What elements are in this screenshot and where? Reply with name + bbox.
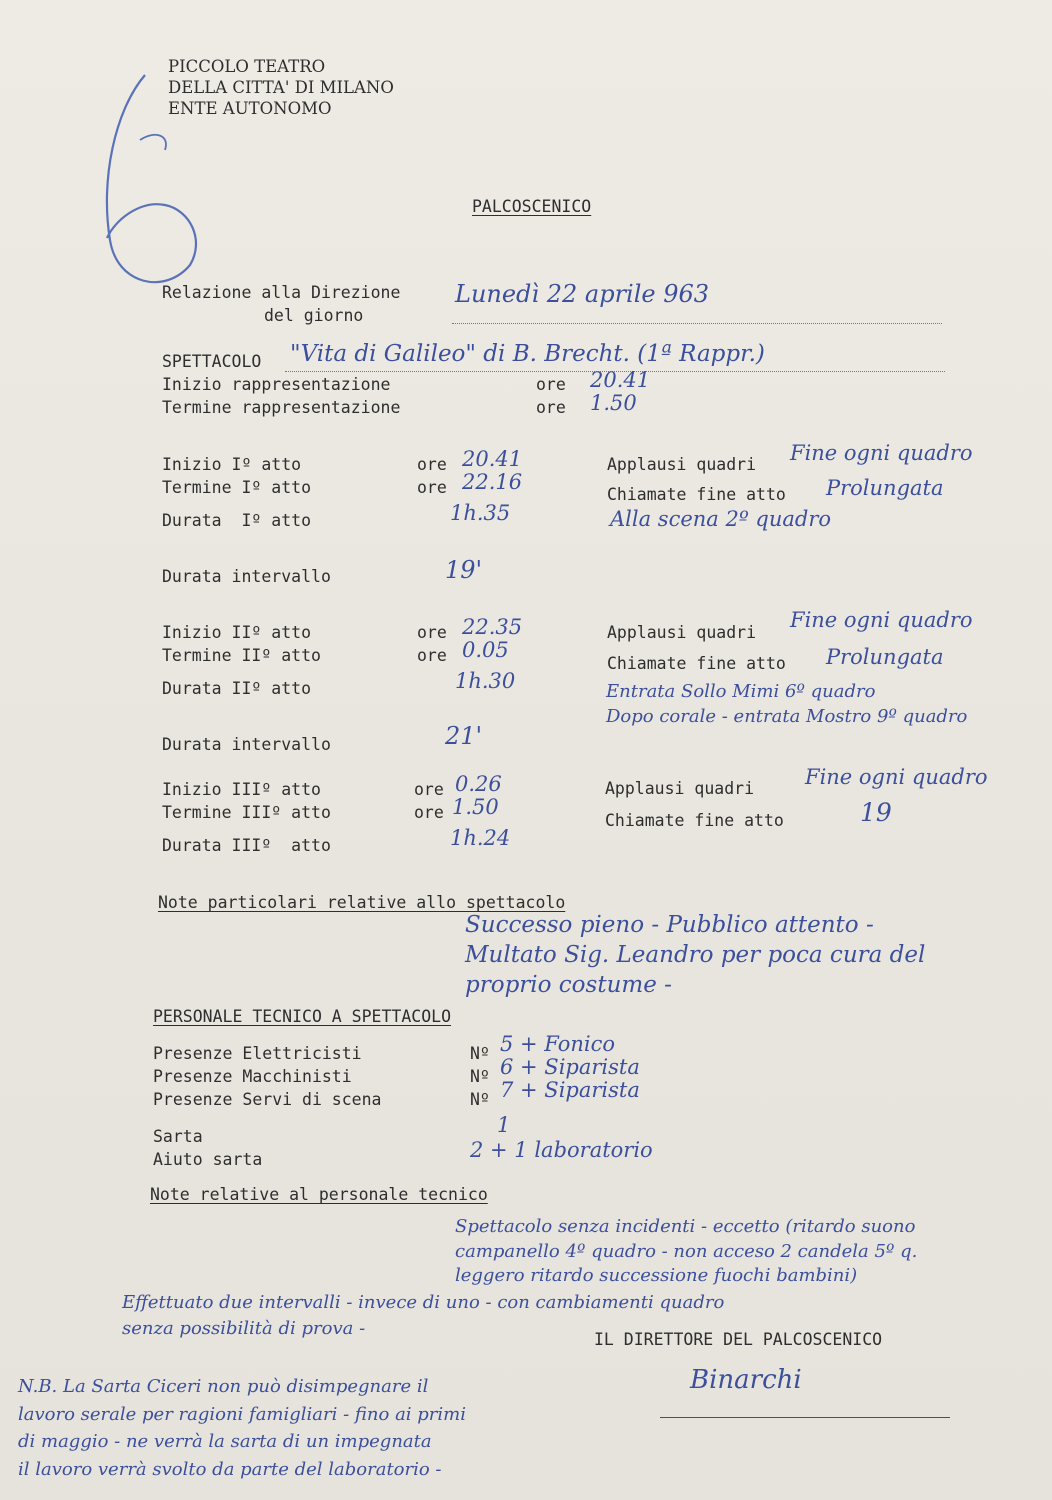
act3-calls: 19 [860, 798, 892, 827]
act3-end: 1.50 [452, 795, 499, 819]
staff-row-3-label: Presenze Servi di scena [153, 1090, 382, 1109]
act2-start-label: Inizio IIº atto [162, 623, 312, 642]
notes-staff-heading: Note relative al personale tecnico [150, 1185, 488, 1204]
start-label: Inizio rappresentazione [162, 375, 391, 394]
act1-calls-label: Chiamate fine atto [607, 485, 786, 504]
staff-row-1-no: Nº [470, 1044, 490, 1063]
act3-applause: Fine ogni quadro [805, 765, 988, 789]
header-line-1: PICCOLO TEATRO [168, 57, 326, 76]
staff-row-2-no: Nº [470, 1067, 490, 1086]
act2-extra-2: Dopo corale - entrata Mostro 9º quadro [606, 706, 968, 727]
page-title: PALCOSCENICO [472, 197, 592, 216]
act2-start-ore: ore [417, 623, 447, 642]
notes-staff-line-5: senza possibilità di prova - [122, 1318, 366, 1339]
staff-row-2-value: 6 + Siparista [500, 1055, 640, 1079]
act2-extra-1: Entrata Sollo Mimi 6º quadro [606, 681, 876, 702]
signature-title: IL DIRETTORE DEL PALCOSCENICO [594, 1330, 883, 1349]
act3-duration: 1h.24 [450, 826, 511, 850]
aiuto-sarta-label: Aiuto sarta [153, 1150, 263, 1169]
nb-line-4: il lavoro verrà svolto da parte del laboratorio - [18, 1459, 442, 1480]
act3-end-ore: ore [414, 803, 444, 822]
act1-calls: Prolungata [826, 476, 944, 500]
notes-staff-line-4: Effettuato due intervalli - invece di uno - con cambiamenti quadro [122, 1292, 725, 1313]
notes-show-heading: Note particolari relative allo spettacolo [158, 893, 566, 912]
act3-calls-label: Chiamate fine atto [605, 811, 784, 830]
act2-end-label: Termine IIº atto [162, 646, 321, 665]
interval2-label: Durata intervallo [162, 735, 331, 754]
interval2-value: 21' [445, 722, 483, 750]
staff-row-2-label: Presenze Macchinisti [153, 1067, 352, 1086]
date-dotted-line [452, 323, 942, 324]
signature-name: Binarchi [690, 1365, 802, 1395]
act2-start: 22.35 [462, 615, 523, 639]
nb-line-1: N.B. La Sarta Ciceri non può disimpegnare il [18, 1376, 429, 1397]
act1-end-label: Termine Iº atto [162, 478, 312, 497]
notes-show-line-2: Multato Sig. Leandro per poca cura del [465, 942, 926, 968]
act3-start: 0.26 [455, 772, 502, 796]
report-date: Lunedì 22 aprile 963 [455, 280, 710, 308]
show-label: SPETTACOLO [162, 352, 262, 371]
act3-applause-label: Applausi quadri [605, 779, 755, 798]
act3-start-label: Inizio IIIº atto [162, 780, 321, 799]
act2-end: 0.05 [462, 638, 509, 662]
act1-extra-1: Alla scena 2º quadro [610, 507, 832, 531]
act2-duration-label: Durata IIº atto [162, 679, 312, 698]
act3-end-label: Termine IIIº atto [162, 803, 331, 822]
sarta-label: Sarta [153, 1127, 203, 1146]
notes-show-line-1: Successo pieno - Pubblico attento - [465, 912, 874, 938]
start-ore: ore [536, 375, 566, 394]
nb-line-3: di maggio - ne verrà la sarta di un impegnata [18, 1431, 432, 1452]
act3-start-ore: ore [414, 780, 444, 799]
act3-duration-label: Durata IIIº atto [162, 836, 331, 855]
notes-staff-line-1: Spettacolo senza incidenti - eccetto (ritardo suono [455, 1216, 916, 1237]
act1-start-ore: ore [417, 455, 447, 474]
act2-calls: Prolungata [826, 645, 944, 669]
staff-row-3-no: Nº [470, 1090, 490, 1109]
signature-underline [660, 1417, 950, 1418]
act1-applause-label: Applausi quadri [607, 455, 757, 474]
aiuto-sarta-value: 2 + 1 laboratorio [470, 1138, 653, 1162]
act2-duration: 1h.30 [455, 669, 516, 693]
sarta-value: 1 [497, 1113, 511, 1137]
show-title: "Vita di Galileo" di B. Brecht. (1ª Rappr.) [290, 341, 765, 367]
act2-end-ore: ore [417, 646, 447, 665]
notes-show-line-3: proprio costume - [465, 972, 672, 998]
end-value: 1.50 [590, 391, 637, 415]
act1-start-label: Inizio Iº atto [162, 455, 302, 474]
end-label: Termine rappresentazione [162, 398, 401, 417]
act1-applause: Fine ogni quadro [790, 441, 973, 465]
act1-duration-label: Durata Iº atto [162, 511, 312, 530]
nb-line-2: lavoro serale per ragioni famigliari - fino ai primi [18, 1404, 466, 1425]
interval1-label: Durata intervallo [162, 567, 331, 586]
header-line-2: DELLA CITTA' DI MILANO [168, 78, 394, 97]
header-line-3: ENTE AUTONOMO [168, 99, 332, 118]
notes-staff-line-2: campanello 4º quadro - non acceso 2 candela 5º q. [455, 1241, 918, 1262]
notes-staff-line-3: leggero ritardo successione fuochi bambini) [455, 1265, 858, 1286]
act2-calls-label: Chiamate fine atto [607, 654, 786, 673]
start-value: 20.41 [590, 368, 651, 392]
staff-heading: PERSONALE TECNICO A SPETTACOLO [153, 1007, 452, 1026]
staff-row-1-label: Presenze Elettricisti [153, 1044, 362, 1063]
act2-applause: Fine ogni quadro [790, 608, 973, 632]
act1-end: 22.16 [462, 470, 523, 494]
report-label-1: Relazione alla Direzione [162, 283, 401, 302]
act1-duration: 1h.35 [450, 501, 511, 525]
staff-row-3-value: 7 + Siparista [500, 1078, 640, 1102]
act2-applause-label: Applausi quadri [607, 623, 757, 642]
act1-start: 20.41 [462, 447, 523, 471]
report-label-2: del giorno [264, 306, 364, 325]
interval1-value: 19' [445, 556, 483, 584]
staff-row-1-value: 5 + Fonico [500, 1032, 616, 1056]
act1-end-ore: ore [417, 478, 447, 497]
end-ore: ore [536, 398, 566, 417]
